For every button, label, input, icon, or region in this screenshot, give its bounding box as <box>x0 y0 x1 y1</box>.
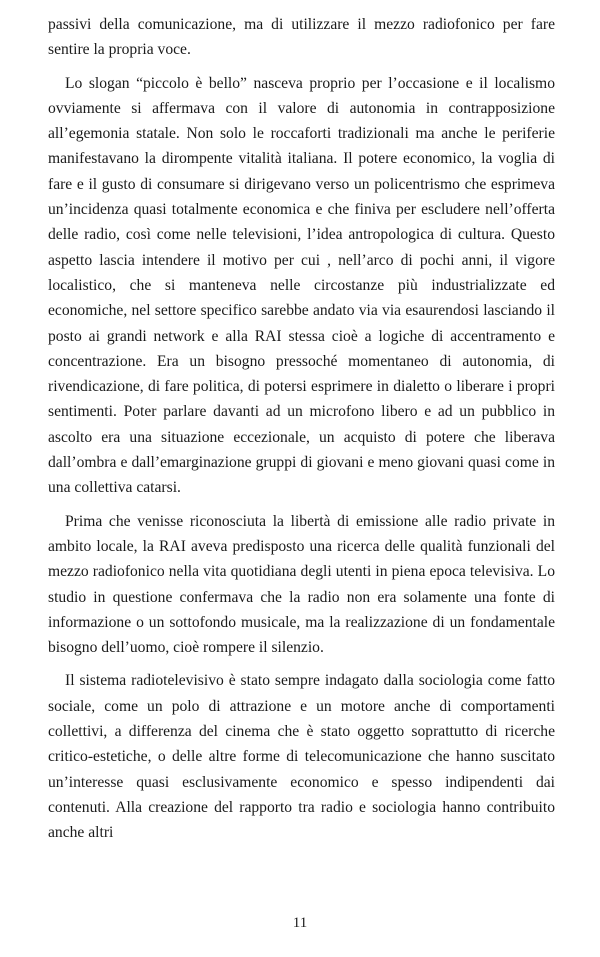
page-number: 11 <box>292 915 308 931</box>
paragraph: Il sistema radiotelevisivo è stato sempre indagato dalla sociologia come fatto sociale, come un polo di attrazione e un motore anche di comportamenti collettivi, a differenza del cinema che è stato oggetto soprattutto di ricerche critico-estetiche, o delle altre forme di telecomunicazione che hanno suscitato un’interesse quasi esclusivamente economico e spesso indipendenti dai contenuti. Alla creazione del rapporto tra radio e sociologia hanno contribuito anche altri <box>48 672 555 842</box>
paragraph: Prima che venisse riconosciuta la libertà di emissione alle radio private in ambito locale, la RAI aveva predisposto una ricerca delle qualità funzionali del mezzo radiofonico nella vita quotidiana degli utenti in piena epoca televisiva. Lo studio in questione confermava che la radio non era solamente una fonte di informazione o un sottofondo musicale, ma la realizzazione di un fondamentale bisogno dell’uomo, cioè rompere il silenzio. <box>48 512 555 657</box>
document-body <box>48 12 555 854</box>
paragraph-continued: passivi della comunicazione, ma di utilizzare il mezzo radiofonico per fare sentire la propria voce. <box>48 16 555 59</box>
paragraph: Lo slogan “piccolo è bello” nasceva proprio per l’occasione e il localismo ovviamente si affermava con il valore di autonomia in contrapposizione all’egemonia statale. Non solo le roccaforti tradizionali ma anche le periferie manifestavano la dirompente vitalità italiana. Il potere economico, la voglia di fare e il gusto di consumare si dirigevano verso un policentrismo che esprimeva un’incidenza quasi totalmente economica e che finiva per escludere nell’offerta delle radio, così come nelle televisioni, l’idea antropologica di cultura. Questo aspetto lascia intendere il motivo per cui , nell’arco di pochi anni, il vigore localistico, che si manteneva nelle circostanze più industrializzate ed economiche, nel settore specifico sarebbe andato via via esaurendosi lasciando il posto ai grandi network e alla RAI stessa cioè a logiche di accentramento e concentrazione. Era un bisogno pressoché momentaneo di autonomia, di rivendicazione, di fare politica, di potersi esprimere in dialetto o liberare i propri sentimenti. Poter parlare davanti ad un microfono libero e ad un pubblico in ascolto era una situazione eccezionale, un acquisto di potere che liberava dall’ombra e dall’emarginazione gruppi di giovani e meno giovani quasi come in una collettiva catarsi. <box>48 74 555 497</box>
